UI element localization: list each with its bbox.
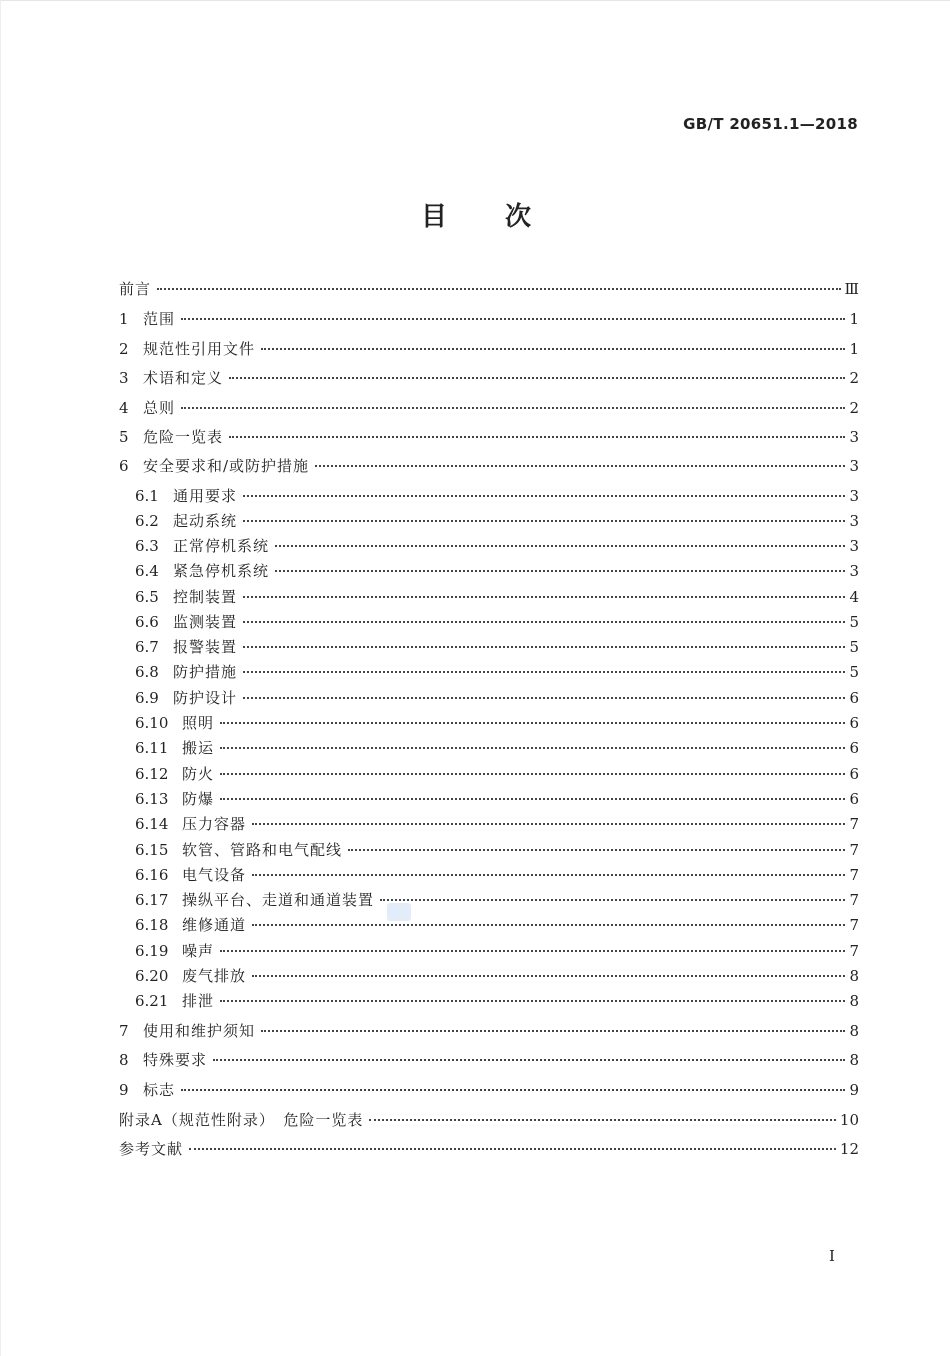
- toc-entry-number: 2: [119, 340, 129, 358]
- toc-entry-number: 5: [119, 428, 129, 446]
- toc-entry[interactable]: [135, 737, 859, 759]
- toc-dot-leader: [181, 406, 845, 409]
- toc-dot-leader: [157, 287, 841, 290]
- toc-dot-leader: [220, 797, 845, 800]
- toc-entry-number: 6.16: [135, 866, 169, 884]
- toc-entry[interactable]: [119, 278, 859, 300]
- toc-entry-page: 3: [849, 428, 859, 446]
- toc-dot-leader: [252, 923, 845, 926]
- toc-entry-page: 9: [849, 1081, 859, 1099]
- toc-dot-leader: [275, 544, 845, 547]
- toc-entry-number: 6.5: [135, 588, 159, 606]
- toc-dot-leader: [348, 848, 845, 851]
- toc-entry[interactable]: [119, 1109, 859, 1131]
- toc-entry-label: 使用和维护须知: [143, 1022, 256, 1040]
- toc-entry-page: 6: [849, 739, 859, 757]
- toc-entry[interactable]: [135, 510, 859, 532]
- toc-entry-label: 废气排放: [182, 967, 247, 985]
- toc-entry[interactable]: [135, 990, 859, 1012]
- toc-entry-page: 6: [849, 714, 859, 732]
- toc-entry-page: Ⅲ: [844, 280, 859, 298]
- toc-entry-page: 7: [849, 891, 859, 909]
- toc-dot-leader: [243, 494, 845, 497]
- toc-entry[interactable]: [119, 338, 859, 360]
- toc-entry-number: 6.4: [135, 562, 159, 580]
- toc-entry-number: 6.15: [135, 841, 169, 859]
- toc-entry-page: 3: [849, 512, 859, 530]
- toc-entry-label: 正常停机系统: [173, 537, 270, 555]
- toc-entry-number: 6.21: [135, 992, 169, 1010]
- toc-entry-label: 安全要求和/或防护措施: [143, 457, 310, 475]
- toc-entry-label: 维修通道: [182, 916, 247, 934]
- toc-entry-number: 4: [119, 399, 129, 417]
- toc-dot-leader: [252, 822, 845, 825]
- toc-entry-page: 1: [849, 340, 859, 358]
- toc-entry-page: 7: [849, 841, 859, 859]
- toc-entry-label: 前言: [119, 280, 152, 298]
- toc-entry-number: 6.17: [135, 891, 169, 909]
- toc-entry-label: 监测装置: [173, 613, 238, 631]
- toc-dot-leader: [243, 670, 845, 673]
- toc-entry-label: 防护措施: [173, 663, 238, 681]
- toc-entry-page: 10: [839, 1111, 859, 1129]
- toc-entry-label: 搬运: [182, 739, 215, 757]
- toc-entry-page: 8: [849, 967, 859, 985]
- toc-entry-label: 总则: [143, 399, 176, 417]
- toc-entry[interactable]: [135, 788, 859, 810]
- toc-entry[interactable]: [119, 455, 859, 477]
- toc-entry[interactable]: [119, 1020, 859, 1042]
- toc-entry-number: 9: [119, 1081, 129, 1099]
- toc-entry-page: 6: [849, 689, 859, 707]
- toc-entry-label: 压力容器: [182, 815, 247, 833]
- toc-entry-page: 3: [849, 457, 859, 475]
- toc-entry-number: 6.11: [135, 739, 169, 757]
- toc-entry-number: 6: [119, 457, 129, 475]
- toc-entry[interactable]: [135, 586, 859, 608]
- toc-dot-leader: [220, 721, 845, 724]
- toc-dot-leader: [380, 898, 845, 901]
- toc-entry-label: 参考文献: [119, 1140, 184, 1158]
- toc-entry[interactable]: [135, 687, 859, 709]
- toc-entry-page: 5: [849, 663, 859, 681]
- toc-entry-page: 7: [849, 916, 859, 934]
- toc-entry-page: 3: [849, 562, 859, 580]
- toc-entry-page: 6: [849, 765, 859, 783]
- toc-dot-leader: [261, 347, 845, 350]
- toc-entry[interactable]: [119, 426, 859, 448]
- toc-entry-label: 紧急停机系统: [173, 562, 270, 580]
- toc-entry[interactable]: [119, 1138, 859, 1160]
- toc-entry[interactable]: [135, 763, 859, 785]
- toc-entry-number: 6.13: [135, 790, 169, 808]
- toc-entry-number: 6.6: [135, 613, 159, 631]
- toc-entry-number: 8: [119, 1051, 129, 1069]
- toc-dot-leader: [229, 435, 845, 438]
- toc-entry-number: 6.19: [135, 942, 169, 960]
- toc-entry-page: 5: [849, 638, 859, 656]
- toc-dot-leader: [252, 974, 845, 977]
- toc-dot-leader: [220, 746, 845, 749]
- toc-entry-page: 4: [849, 588, 859, 606]
- watermark-mark: [387, 903, 411, 921]
- toc-dot-leader: [261, 1029, 845, 1032]
- toc-entry-label: 起动系统: [173, 512, 238, 530]
- toc-entry-number: 6.3: [135, 537, 159, 555]
- toc-entry[interactable]: [135, 712, 859, 734]
- toc-entry-label: 术语和定义: [143, 369, 224, 387]
- toc-entry-number: 1: [119, 310, 129, 328]
- toc-entry-number: 6.1: [135, 487, 159, 505]
- toc-entry-page: 2: [849, 369, 859, 387]
- toc-entry-label: 范围: [143, 310, 176, 328]
- toc-dot-leader: [243, 519, 845, 522]
- toc-entry-page: 7: [849, 866, 859, 884]
- toc-entry-number: 6.2: [135, 512, 159, 530]
- toc-entry[interactable]: [135, 611, 859, 633]
- toc-entry[interactable]: [135, 914, 859, 936]
- toc-entry-number: 6.10: [135, 714, 169, 732]
- toc-entry[interactable]: [135, 813, 859, 835]
- toc-entry-label: 通用要求: [173, 487, 238, 505]
- toc-entry-label: 特殊要求: [143, 1051, 208, 1069]
- toc-entry-label: 规范性引用文件: [143, 340, 256, 358]
- toc-entry-label: 附录A（规范性附录） 危险一览表: [119, 1111, 364, 1129]
- toc-entry-label: 危险一览表: [143, 428, 224, 446]
- toc-dot-leader: [220, 772, 845, 775]
- toc-entry-label: 噪声: [182, 942, 215, 960]
- toc-entry-label: 标志: [143, 1081, 176, 1099]
- toc-entry-number: 7: [119, 1022, 129, 1040]
- toc-entry-number: 6.14: [135, 815, 169, 833]
- toc-entry[interactable]: [135, 560, 859, 582]
- toc-entry-page: 8: [849, 1022, 859, 1040]
- toc-entry[interactable]: [135, 661, 859, 683]
- footer-page-number: I: [829, 1247, 835, 1265]
- toc-entry-number: 6.18: [135, 916, 169, 934]
- toc-entry-page: 2: [849, 399, 859, 417]
- toc-entry-page: 1: [849, 310, 859, 328]
- toc-entry-label: 防护设计: [173, 689, 238, 707]
- toc-entry-label: 电气设备: [182, 866, 247, 884]
- toc-entry-page: 6: [849, 790, 859, 808]
- toc-entry[interactable]: [119, 1049, 859, 1071]
- toc-entry-number: 6.20: [135, 967, 169, 985]
- toc-entry[interactable]: [135, 839, 859, 861]
- toc-entry-label: 防火: [182, 765, 215, 783]
- toc-entry-page: 7: [849, 942, 859, 960]
- toc-entry-number: 6.9: [135, 689, 159, 707]
- toc-entry[interactable]: [135, 485, 859, 507]
- toc-entry-page: 5: [849, 613, 859, 631]
- toc-dot-leader: [243, 620, 845, 623]
- toc-entry-page: 3: [849, 537, 859, 555]
- toc-entry[interactable]: [119, 308, 859, 330]
- toc-entry-page: 8: [849, 992, 859, 1010]
- toc-entry-label: 报警装置: [173, 638, 238, 656]
- toc-entry-label: 照明: [182, 714, 215, 732]
- toc-dot-leader: [220, 999, 845, 1002]
- toc-entry[interactable]: [135, 535, 859, 557]
- toc-entry[interactable]: [119, 1079, 859, 1101]
- toc-entry[interactable]: [135, 864, 859, 886]
- toc-entry[interactable]: [135, 965, 859, 987]
- toc-dot-leader: [229, 376, 845, 379]
- toc-entry-label: 软管、管路和电气配线: [182, 841, 343, 859]
- toc-entry-number: 3: [119, 369, 129, 387]
- toc-dot-leader: [243, 696, 845, 699]
- toc-dot-leader: [189, 1147, 836, 1150]
- toc-entry-page: 7: [849, 815, 859, 833]
- toc-entry-label: 排泄: [182, 992, 215, 1010]
- toc-dot-leader: [252, 873, 845, 876]
- toc-dot-leader: [275, 569, 845, 572]
- toc-entry-label: 操纵平台、走道和通道装置: [182, 891, 375, 909]
- toc-entry[interactable]: [119, 367, 859, 389]
- toc-dot-leader: [369, 1118, 836, 1121]
- standard-code: GB/T 20651.1—2018: [683, 115, 858, 133]
- toc-entry-page: 3: [849, 487, 859, 505]
- toc-entry-page: 12: [839, 1140, 859, 1158]
- toc-entry-number: 6.8: [135, 663, 159, 681]
- toc-title: 目次: [420, 202, 589, 232]
- toc-entry[interactable]: [135, 636, 859, 658]
- toc-entry-number: 6.12: [135, 765, 169, 783]
- toc-entry[interactable]: [119, 397, 859, 419]
- toc-entry-number: 6.7: [135, 638, 159, 656]
- toc-entry-label: 控制装置: [173, 588, 238, 606]
- toc-dot-leader: [243, 645, 845, 648]
- toc-entry[interactable]: [135, 940, 859, 962]
- toc-dot-leader: [315, 464, 845, 467]
- toc-entry-page: 8: [849, 1051, 859, 1069]
- toc-entry-label: 防爆: [182, 790, 215, 808]
- toc-dot-leader: [213, 1058, 845, 1061]
- toc-dot-leader: [181, 317, 845, 320]
- toc-dot-leader: [243, 595, 845, 598]
- toc-entry[interactable]: [135, 889, 859, 911]
- toc-dot-leader: [220, 949, 845, 952]
- toc-dot-leader: [181, 1088, 845, 1091]
